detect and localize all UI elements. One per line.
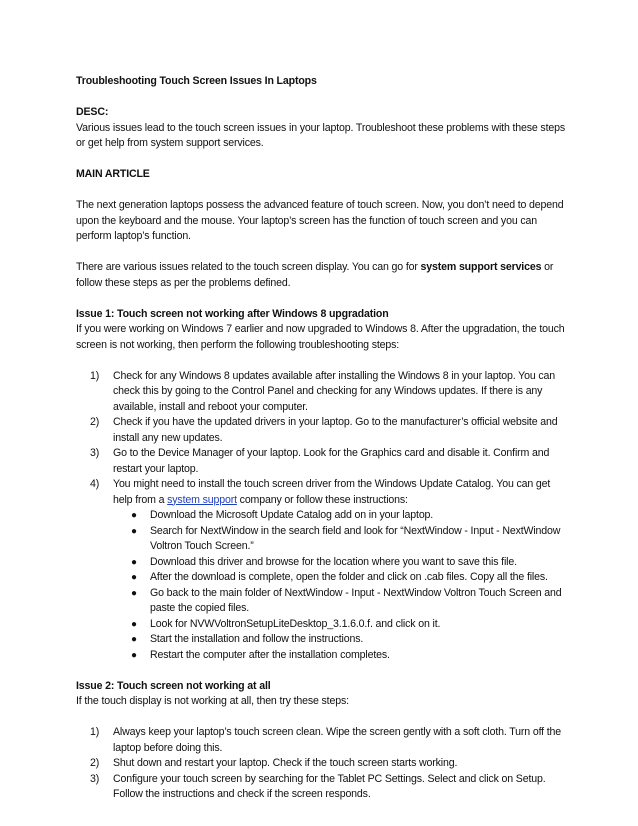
list-item: [76, 415, 566, 446]
issues-paragraph: [76, 260, 566, 291]
bullet-text: Look for NVWVoltronSetupLiteDesktop_3.1.6.0.f. and click on it.: [150, 617, 441, 630]
desc-text: Various issues lead to the touch screen issues in your laptop. Troubleshoot these problems with these steps or get help from system support services.: [76, 121, 566, 149]
main-article-heading: MAIN ARTICLE: [76, 168, 150, 180]
desc-heading: DESC:: [76, 106, 109, 118]
step4-after: company or follow these instructions:: [236, 493, 408, 506]
bullet-text: Start the installation and follow the instructions.: [150, 633, 364, 645]
step-number: 4): [90, 478, 100, 490]
issues-paragraph-after: or follow these steps as per the problems defined.: [76, 261, 554, 289]
list-item: [113, 632, 566, 648]
issue1-intro: If you were working on Windows 7 earlier and now upgraded to Windows 8. After the upgradation, the touch screen is not working, then perform the following troubleshooting steps:: [76, 323, 565, 351]
step-number: 1): [90, 369, 100, 382]
list-item: [113, 570, 566, 586]
bullet-text: Download this driver and browse for the location where you want to save this file.: [150, 555, 517, 568]
step-number: 2): [90, 416, 100, 428]
list-item: [76, 772, 566, 803]
step-text: Check for any Windows 8 updates available after installing the Windows 8 in your laptop. You can check this by going to the Control Panel and checking for any Windows updates. If there is any available, install and reboot your computer.: [113, 369, 555, 413]
list-item: [113, 617, 566, 633]
list-item: [113, 648, 566, 664]
system-support-services-bold: system support services: [420, 261, 542, 273]
list-item: [113, 524, 566, 555]
list-item: [76, 725, 566, 756]
list-item: [76, 756, 566, 772]
step4-before: You might need to install the touch screen driver from the Windows Update Catalog. You can get help from a: [113, 478, 551, 506]
bullet-text: After the download is complete, open the folder and click on .cab files. Copy all the files.: [150, 571, 548, 583]
document-body: [76, 74, 566, 803]
bullet-icon: ●: [131, 510, 137, 521]
bullet-icon: ●: [131, 634, 137, 645]
bullet-icon: ●: [131, 649, 137, 661]
bullet-icon: ●: [131, 525, 137, 537]
issues-paragraph-before: There are various issues related to the touch screen display. You can go for: [76, 261, 421, 273]
step-text: Shut down and restart your laptop. Check if the touch screen starts working.: [113, 757, 458, 769]
issue1-bullet-list: [113, 508, 566, 663]
bullet-icon: ●: [131, 618, 137, 630]
intro-paragraph: The next generation laptops possess the advanced feature of touch screen. Now, you don’t need to depend upon the keyboard and the mouse. Your laptop’s screen has the function of touch screen and you can perform laptop’s function.: [76, 199, 564, 242]
list-item: [113, 508, 566, 524]
bullet-icon: ●: [131, 556, 137, 568]
step-number: 2): [90, 757, 100, 769]
issue1-steps-list: [76, 369, 566, 664]
step-text: Check if you have the updated drivers in your laptop. Go to the manufacturer’s official website and install any new updates.: [113, 416, 558, 444]
issue2-steps-list: [76, 725, 566, 803]
bullet-text: Restart the computer after the installation completes.: [150, 648, 390, 661]
issue1-heading: Issue 1: Touch screen not working after Windows 8 upgradation: [76, 307, 389, 320]
step-text: Always keep your laptop’s touch screen clean. Wipe the screen gently with a soft cloth. Turn off the laptop before doing this.: [113, 726, 562, 754]
list-item: [76, 369, 566, 416]
list-item: [76, 477, 566, 663]
bullet-icon: ●: [131, 572, 137, 583]
list-item: [113, 586, 566, 617]
document-title: Troubleshooting Touch Screen Issues In Laptops: [76, 75, 317, 87]
step-number: 3): [90, 447, 100, 459]
issue2-heading: Issue 2: Touch screen not working at all: [76, 679, 271, 692]
bullet-text: Go back to the main folder of NextWindow - Input - NextWindow Voltron Touch Screen and paste the copied files.: [150, 586, 562, 614]
bullet-icon: ●: [131, 587, 137, 599]
bullet-text: Download the Microsoft Update Catalog add on in your laptop.: [150, 509, 434, 521]
step-text: Go to the Device Manager of your laptop. Look for the Graphics card and disable it. Confirm and restart your laptop.: [113, 447, 550, 475]
system-support-link[interactable]: system support: [167, 493, 237, 506]
step-number: 3): [90, 772, 100, 785]
step-text: Configure your touch screen by searching for the Tablet PC Settings. Select and click on Setup. Follow the instructions and check if the screen responds.: [113, 772, 546, 800]
list-item: [76, 446, 566, 477]
bullet-text: Search for NextWindow in the search field and look for “NextWindow - Input - NextWindow Voltron Touch Screen.”: [150, 524, 561, 552]
step-number: 1): [90, 726, 100, 738]
list-item: [113, 555, 566, 571]
issue2-intro: If the touch display is not working at all, then try these steps:: [76, 695, 349, 707]
